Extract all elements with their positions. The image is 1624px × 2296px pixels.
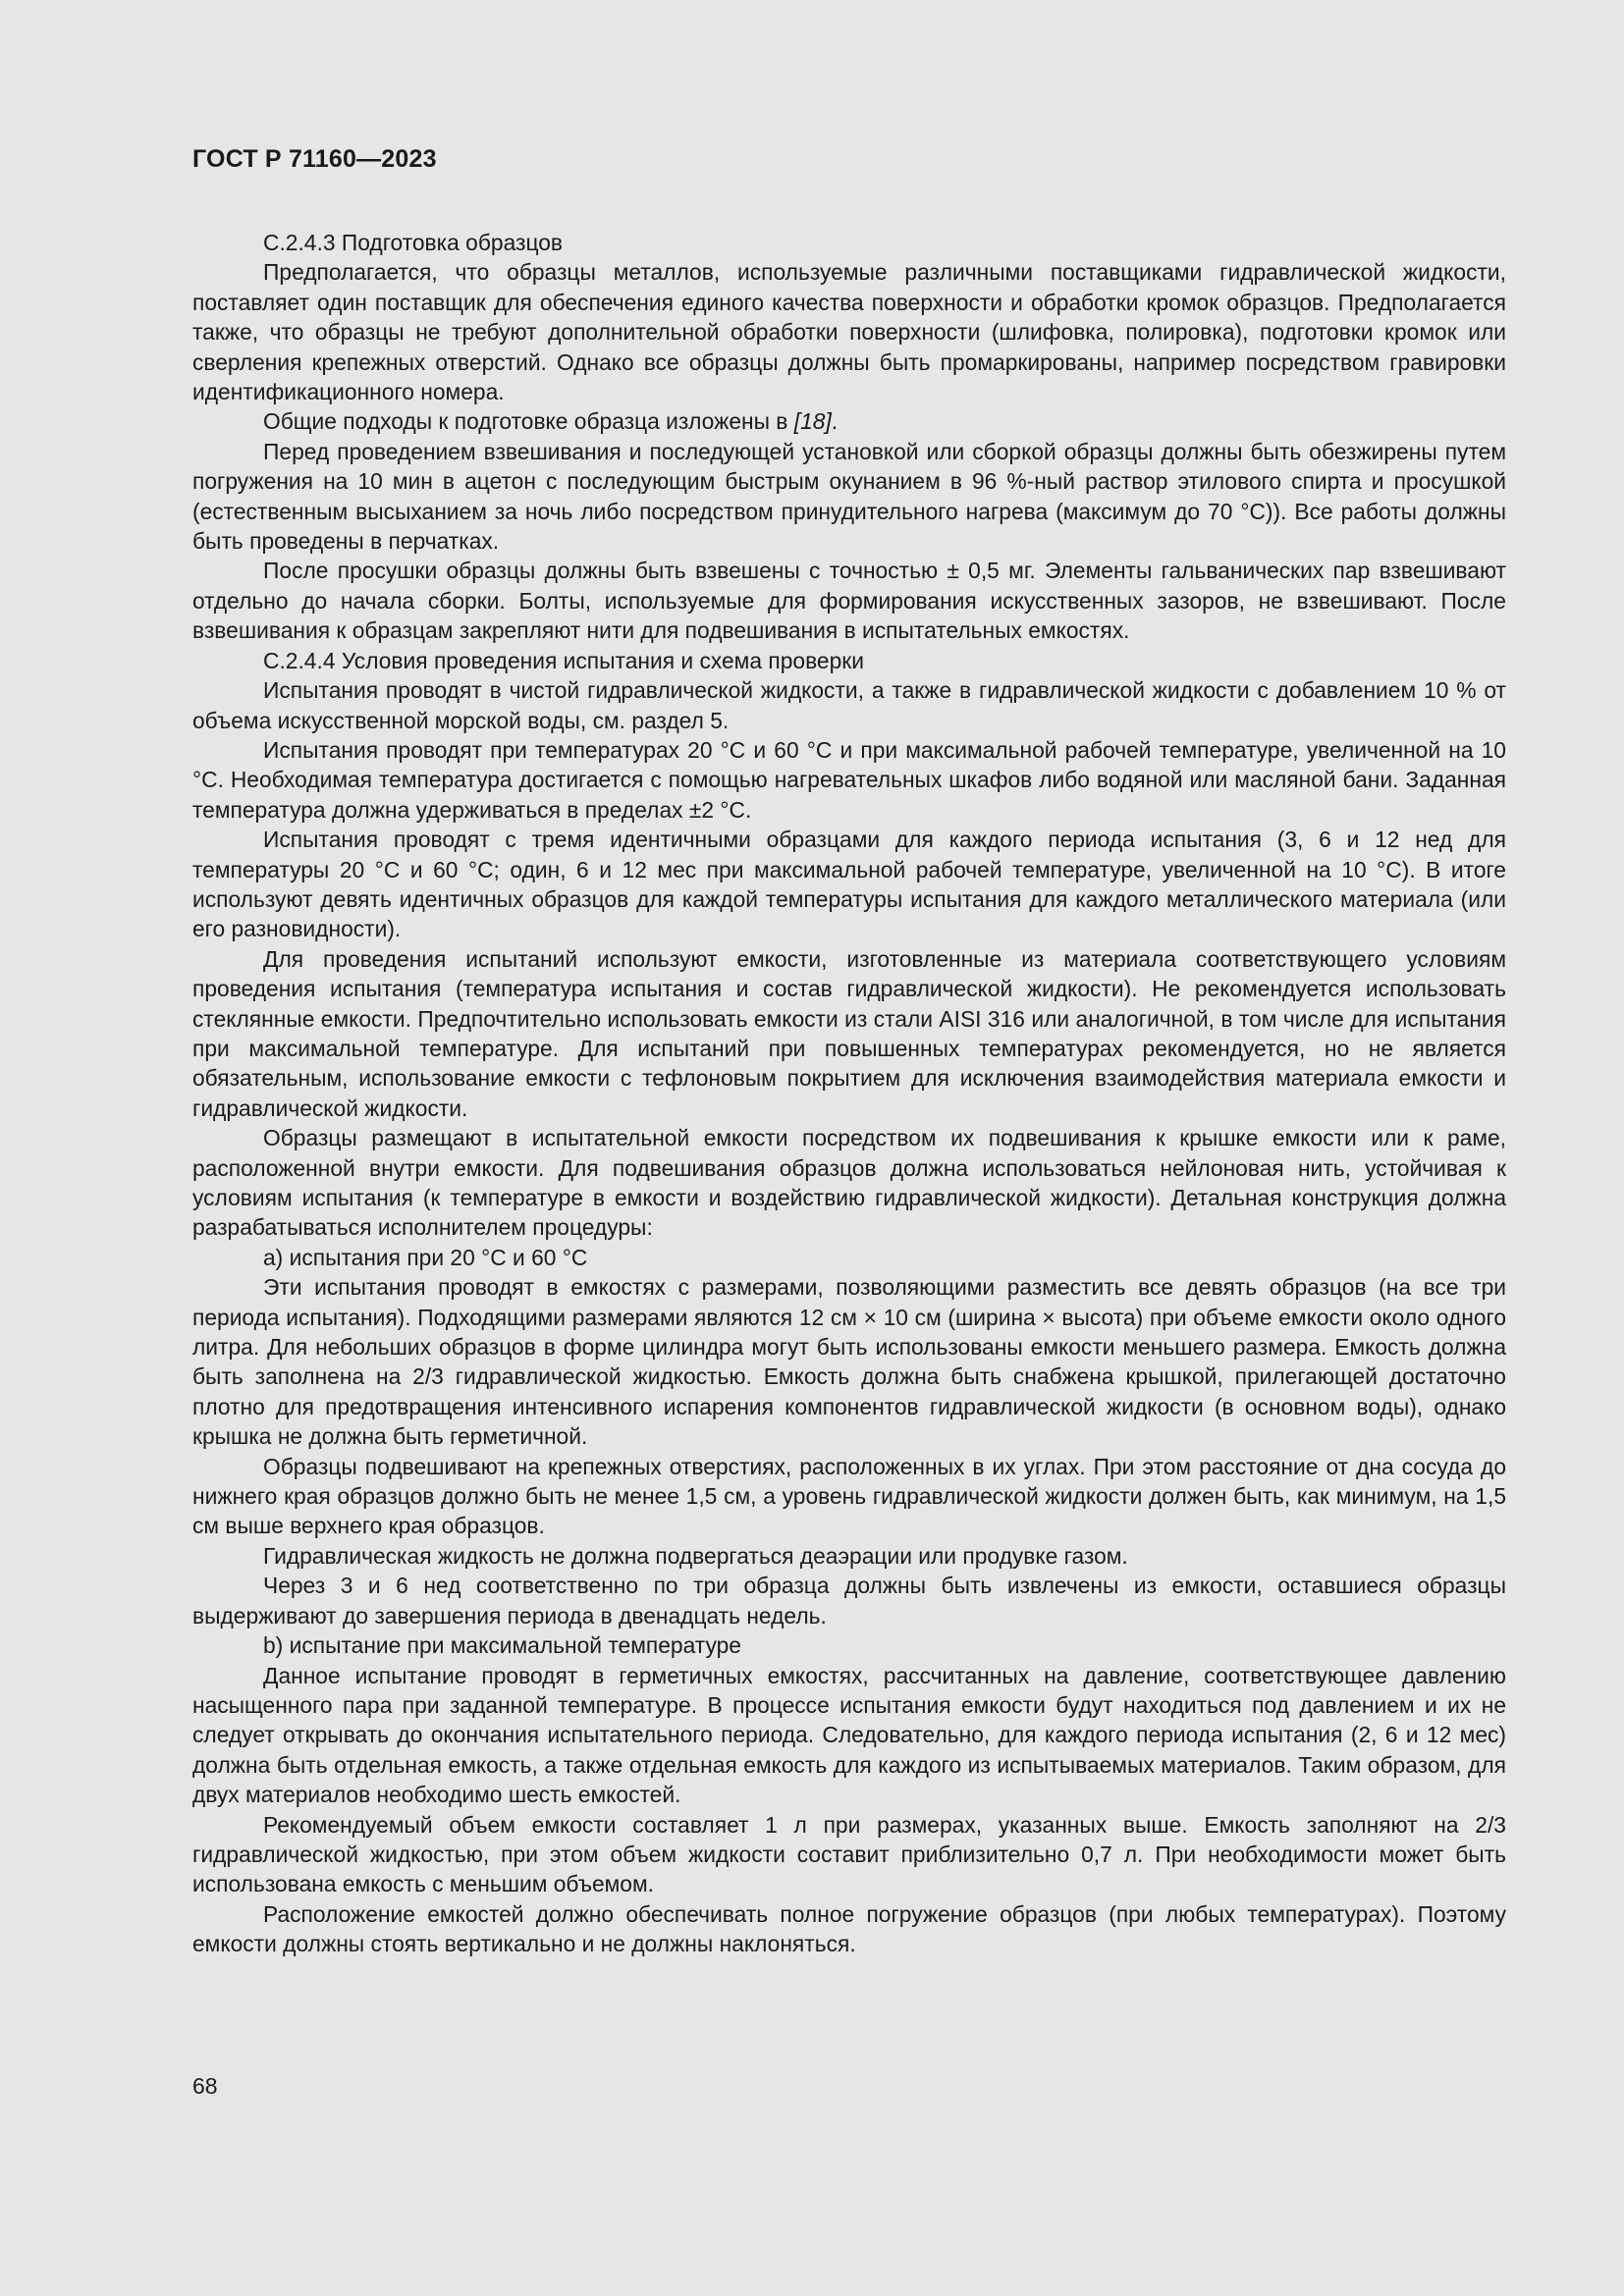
section-heading: С.2.4.4 Условия проведения испытания и схема проверки xyxy=(263,647,864,673)
paragraph: Испытания проводят в чистой гидравлической жидкости, а также в гидравлической жидкости с добавлением 10 % от объема искусственной морской воды, см. раздел 5. xyxy=(192,677,1506,733)
paragraph: Данное испытание проводят в герметичных емкостях, рассчитанных на давление, соответствующее давлению насыщенного пара при заданной температуре. В процессе испытания емкости будут находиться под давлением и их не следует открывать до окончания испытательного периода. Следовательно, для каждого периода испытания (2, 6 и 12 мес) должна быть отдельная емкость, а также отдельная емкость для каждого из испытываемых материалов. Таким образом, для двух материалов необходимо шесть емкостей. xyxy=(192,1662,1506,1808)
paragraph: Гидравлическая жидкость не должна подвергаться деаэрации или продувке газом. xyxy=(263,1542,1128,1569)
reference-link[interactable]: [18] xyxy=(793,408,832,435)
paragraph: Испытания проводят с тремя идентичными образцами для каждого периода испытания (3, 6 и 12 нед для температуры 20 °С и 60 °С; один, 6 и 12 мес при максимальной рабочей температуре, увеличенной на 10 °С). В итоге используют девять идентичных образцов для каждой температуры испытания для каждого металлического материала (или его разновидности). xyxy=(192,827,1506,942)
paragraph: Испытания проводят при температурах 20 °С и 60 °С и при максимальной рабочей температуре, увеличенной на 10 °С. Необходимая температура достигается с помощью нагревательных шкафов либо водяной или масляной бани. Заданная температура должна удерживаться в пределах ±2 °С. xyxy=(192,736,1506,823)
paragraph xyxy=(192,406,1506,436)
paragraph-text: Общие подходы к подготовке образца изложены в xyxy=(263,408,794,435)
document-body xyxy=(192,228,1506,1959)
paragraph: Образцы размещают в испытательной емкости посредством их подвешивания к крышке емкости или к раме, расположенной внутри емкости. Для подвешивания образцов должна использоваться нейлоновая нить, устойчивая к условиям испытания (к температуре в емкости и воздействию гидравлической жидкости). Детальная конструкция должна разрабатываться исполнителем процедуры: xyxy=(192,1125,1506,1241)
page-number: 68 xyxy=(192,2073,218,2099)
list-item-heading: a) испытания при 20 °С и 60 °С xyxy=(263,1244,588,1270)
document-header: ГОСТ Р 71160—2023 xyxy=(192,145,437,173)
paragraph: Рекомендуемый объем емкости составляет 1 л при размерах, указанных выше. Емкость заполняют на 2/3 гидравлической жидкостью, при этом объем жидкости составит приблизительно 0,7 л. При необходимости может быть использована емкость с меньшим объемом. xyxy=(192,1811,1506,1897)
paragraph: Для проведения испытаний используют емкости, изготовленные из материала соответствующего условиям проведения испытания (температура испытания и состав гидравлической жидкости). Не рекомендуется использовать стеклянные емкости. Предпочтительно использовать емкости из стали AISI 316 или аналогичной, в том числе для испытания при максимальной температуре. Для испытаний при повышенных температурах рекомендуется, но не является обязательным, использование емкости с тефлоновым покрытием для исключения взаимодействия материала емкости и гидравлической жидкости. xyxy=(192,945,1506,1121)
paragraph: Расположение емкостей должно обеспечивать полное погружение образцов (при любых температурах). Поэтому емкости должны стоять вертикально и не должны наклоняться. xyxy=(192,1900,1506,1957)
paragraph: Через 3 и 6 нед соответственно по три образца должны быть извлечены из емкости, оставшиеся образцы выдерживают до завершения периода в двенадцать недель. xyxy=(192,1573,1506,1629)
paragraph: Образцы подвешивают на крепежных отверстиях, расположенных в их углах. При этом расстояние от дна сосуда до нижнего края образцов должно быть не менее 1,5 см, а уровень гидравлической жидкости должен быть, как минимум, на 1,5 см выше верхнего края образцов. xyxy=(192,1453,1506,1539)
paragraph-text: . xyxy=(831,408,839,435)
section-heading: С.2.4.3 Подготовка образцов xyxy=(263,230,564,255)
paragraph: Предполагается, что образцы металлов, используемые различными поставщиками гидравлической жидкости, поставляет один поставщик для обеспечения единого качества поверхности и обработки кромок образцов. Предполагается также, что образцы не требуют дополнительной обработки поверхности (шлифовка, полировка), подготовки кромок или сверления крепежных отверстий. Однако все образцы должны быть промаркированы, например посредством гравировки идентификационного номера. xyxy=(192,259,1506,405)
list-item-heading: b) испытание при максимальной температуре xyxy=(263,1632,741,1659)
paragraph: Эти испытания проводят в емкостях с размерами, позволяющими разместить все девять образцов (на все три периода испытания). Подходящими размерами являются 12 см × 10 см (ширина × высота) при объеме емкости около одного литра. Для небольших образцов в форме цилиндра могут быть использованы емкости меньшего размера. Емкость должна быть заполнена на 2/3 гидравлической жидкостью. Емкость должна быть снабжена крышкой, прилегающей достаточно плотно для предотвращения интенсивного испарения компонентов гидравлической жидкости (в основном воды), однако крышка не должна быть герметичной. xyxy=(192,1274,1506,1450)
paragraph: Перед проведением взвешивания и последующей установкой или сборкой образцы должны быть обезжирены путем погружения на 10 мин в ацетон с последующим быстрым окунанием в 96 %-ный раствор этилового спирта и просушкой (естественным высыханием за ночь либо посредством принудительного нагрева (максимум до 70 °С)). Все работы должны быть проведены в перчатках. xyxy=(192,438,1506,555)
paragraph: После просушки образцы должны быть взвешены с точностью ± 0,5 мг. Элементы гальванических пар взвешивают отдельно до начала сборки. Болты, используемые для формирования искусственных зазоров, не взвешивают. После взвешивания к образцам закрепляют нити для подвешивания в испытательных емкостях. xyxy=(192,558,1506,644)
